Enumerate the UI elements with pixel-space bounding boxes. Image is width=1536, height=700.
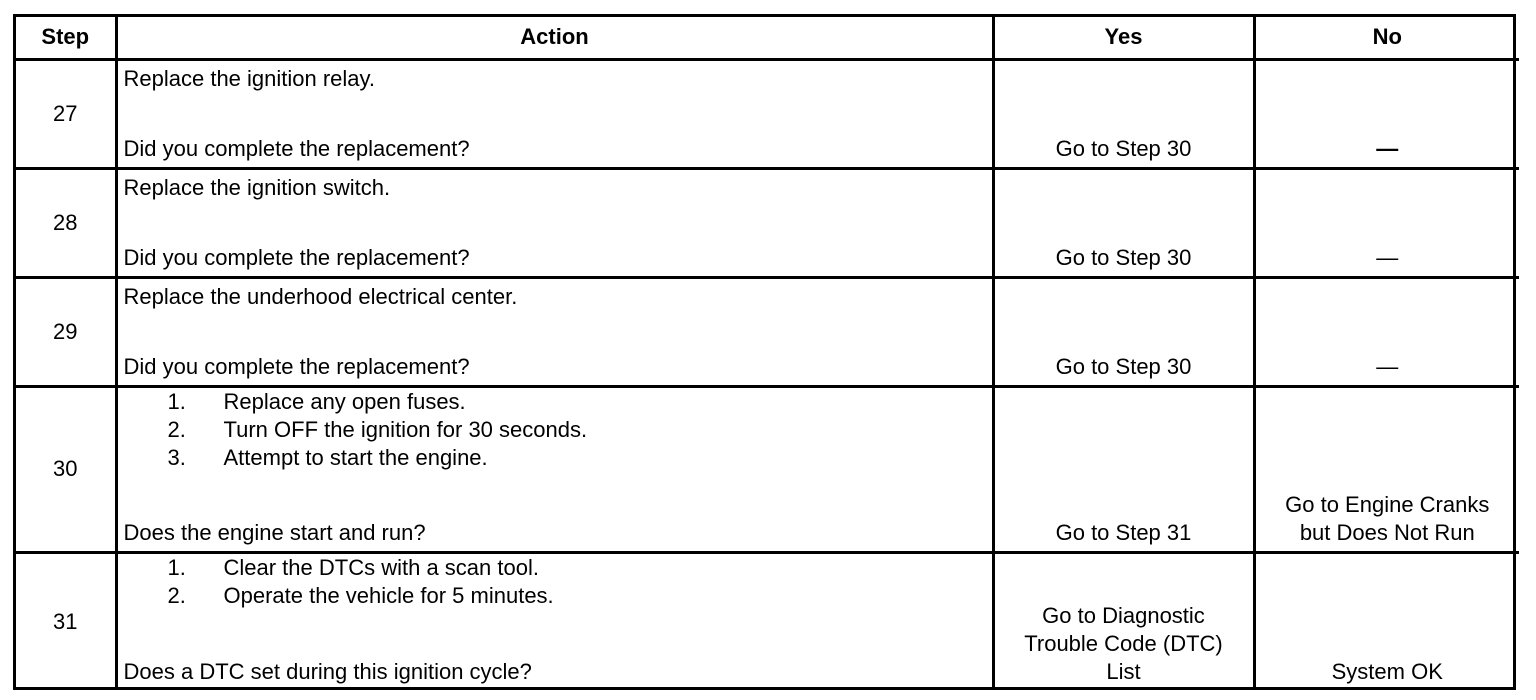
table-row — [16, 277, 1519, 386]
action-cell — [116, 277, 993, 386]
action-cell — [116, 168, 993, 277]
yes-result-line: List — [1106, 659, 1141, 684]
table-header-row — [16, 17, 1519, 59]
action-question: Does a DTC set during this ignition cycle? — [123, 659, 532, 684]
action-question: Did you complete the replacement? — [123, 353, 470, 379]
step-number: 27 — [16, 59, 116, 168]
list-item — [124, 554, 986, 582]
list-item-number: 2. — [167, 416, 186, 442]
action-question: Did you complete the replacement? — [123, 135, 470, 161]
list-item-number: 1. — [167, 554, 186, 580]
list-item-text: Attempt to start the engine. — [223, 444, 488, 470]
action-steps-list — [124, 554, 986, 610]
step-number: 30 — [16, 386, 116, 552]
no-result: — — [1254, 168, 1519, 277]
table-row — [16, 168, 1519, 277]
header-action: Action — [116, 17, 993, 59]
no-result: System OK — [1254, 552, 1519, 690]
list-item-text: Turn OFF the ignition for 30 seconds. — [223, 416, 588, 442]
list-item-number: 1. — [167, 388, 186, 414]
no-result-line: but Does Not Run — [1299, 519, 1475, 545]
action-instruction: Replace the ignition switch. — [123, 174, 391, 200]
action-steps-list — [124, 388, 986, 472]
no-result — [1254, 386, 1519, 552]
table-row — [16, 59, 1519, 168]
table-row — [16, 552, 1519, 690]
yes-result — [993, 552, 1254, 690]
diagnostic-table-container — [13, 14, 1516, 690]
yes-result: Go to Step 30 — [993, 59, 1254, 168]
list-item — [124, 416, 986, 444]
yes-result: Go to Step 30 — [993, 277, 1254, 386]
no-result: — — [1254, 277, 1519, 386]
yes-result: Go to Step 30 — [993, 168, 1254, 277]
yes-result-line: Trouble Code (DTC) — [1024, 631, 1223, 656]
action-instruction: Replace the ignition relay. — [123, 65, 376, 91]
list-item — [124, 582, 986, 610]
list-item — [124, 388, 986, 416]
no-result: — — [1254, 59, 1519, 168]
list-item-text: Replace any open fuses. — [223, 388, 466, 414]
table-row — [16, 386, 1519, 552]
header-yes: Yes — [993, 17, 1254, 59]
list-item-number: 3. — [167, 444, 186, 470]
header-step: Step — [16, 17, 116, 59]
action-cell — [116, 552, 993, 690]
list-item-number: 2. — [167, 582, 186, 608]
list-item-text: Clear the DTCs with a scan tool. — [223, 554, 539, 580]
action-instruction: Replace the underhood electrical center. — [123, 283, 518, 309]
list-item — [124, 444, 986, 472]
list-item-text: Operate the vehicle for 5 minutes. — [223, 582, 554, 608]
step-number: 31 — [16, 552, 116, 690]
yes-result: Go to Step 31 — [993, 386, 1254, 552]
step-number: 29 — [16, 277, 116, 386]
step-number: 28 — [16, 168, 116, 277]
action-question: Did you complete the replacement? — [123, 244, 470, 270]
action-cell — [116, 59, 993, 168]
header-no: No — [1254, 17, 1519, 59]
diagnostic-steps-table — [16, 17, 1519, 690]
action-cell — [116, 386, 993, 552]
yes-result-line: Go to Diagnostic — [1042, 603, 1205, 628]
action-question: Does the engine start and run? — [123, 519, 426, 545]
no-result-line: Go to Engine Cranks — [1285, 491, 1490, 517]
